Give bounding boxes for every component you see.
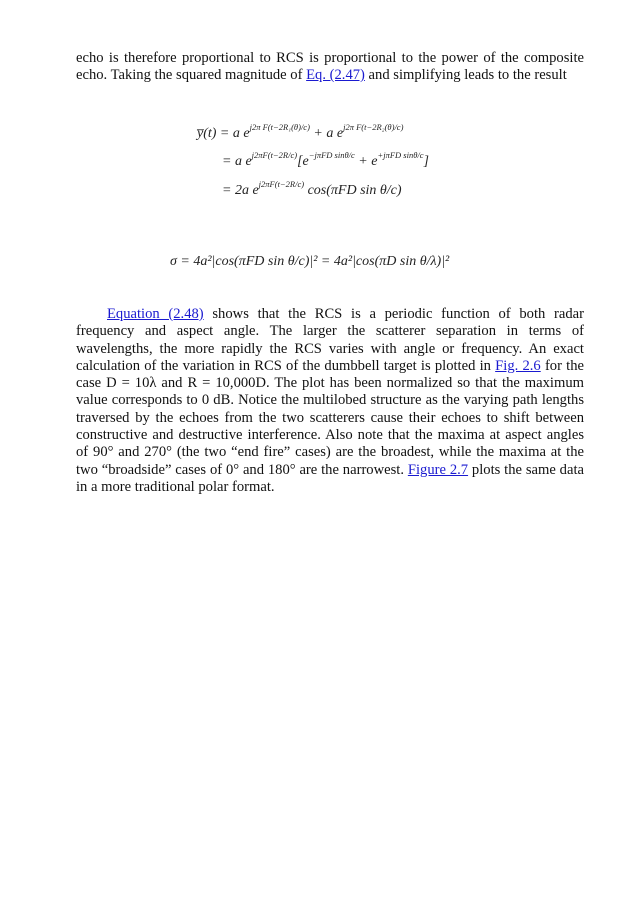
figure-2-7-link[interactable]: Figure 2.7 [407, 461, 469, 478]
eq-2-47-link[interactable]: Eq. (2.47) [306, 67, 365, 84]
eq-2-48-link[interactable]: Equation (2.48) [107, 306, 204, 322]
equation-2-47-line-3: = 2a $e^{j2\pi F(t-2R/c)}$ cos(πFD sin θ/c) [222, 179, 402, 198]
equation-2-47-line-1: y̅(t) = a $e^{j2\pi F(t-2R_1(\theta)/c)} + a$ $e^{j2\pi F(t-2R_2(\theta)/c)}$ [197, 122, 404, 141]
paragraph-intro-text-a: echo is therefore proportional to RCS is proportional to the power of the composite echo. Taking the squared magnitude of [76, 50, 584, 84]
paragraph-rcs-text-c: plots the same data in a more traditional polar format. [76, 461, 584, 495]
equation-2-48-formula: σ = 4a²|cos(πFD sin θ/c)|² = 4a²|cos(πD sin θ/λ)|² [170, 254, 450, 269]
paragraph-rcs-text-b: for the case D = 10λ and R = 10,000D. The plot has been normalized so that the maximum value corresponds to 0 dB. Notice the multilobed structure as the varying path lengths traversed by the echoes from the two scatterers cause their echoes to shift between constructive and destructive interference. Also note that the maxima at aspect angles of 90° and 270° (the two “end fire” cases) are the broadest, while the maxima at the two “broadside” cases of 0° and 180° are the narrowest. [76, 357, 584, 478]
paragraph-intro [76, 50, 584, 85]
paragraph-rcs-explanation [76, 306, 584, 496]
paragraph-intro-text-b: and simplifying leads to the result [364, 67, 567, 84]
paragraph-rcs-text-a: shows that the RCS is a periodic function of both radar frequency and aspect angle. The larger the scatterer separation in terms of wavelengths, the more rapidly the RCS varies with angle or frequency. An exact calculation of the variation in RCS of the dumbbell target is plotted in [76, 306, 584, 374]
fig-2-6-link[interactable]: Fig. 2.6 [495, 357, 541, 374]
equation-2-47-line-2: = a $e^{j2\pi F(t-2R/c)}[e^{-j\pi FD sin\theta/c} + e^{+j\pi FD sin\theta/c}]$ [222, 150, 429, 169]
